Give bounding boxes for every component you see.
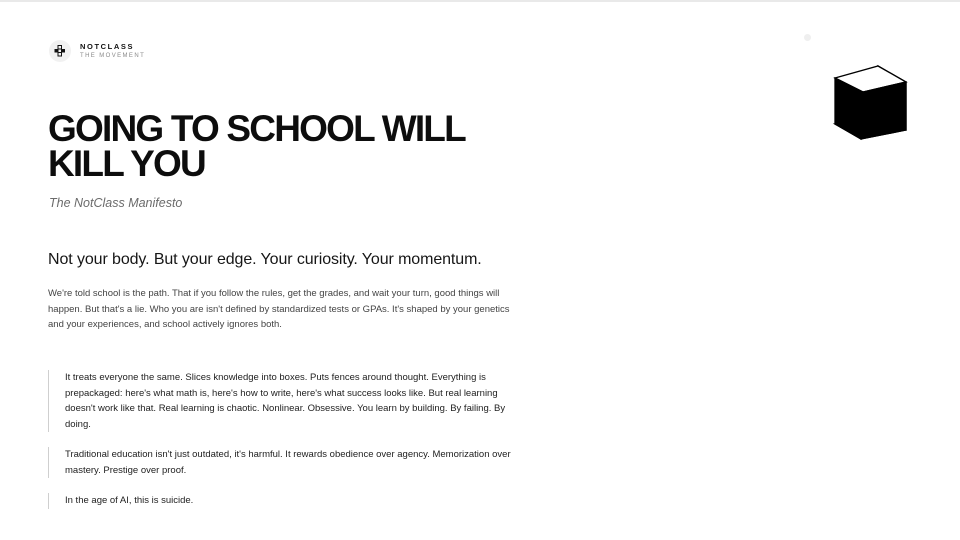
blockquote-item: Traditional education isn't just outdated, it's harmful. It rewards obedience over agency. Memorization over mastery. Prestige over proof. bbox=[48, 447, 523, 478]
top-divider bbox=[0, 0, 960, 2]
page-title-line1: GOING TO SCHOOL WILL bbox=[48, 108, 465, 149]
cross-squares-icon bbox=[49, 40, 71, 62]
blockquote-item: It treats everyone the same. Slices knowledge into boxes. Puts fences around thought. Everything is prepackaged: here's what math is, here's how to write, here's what success looks like. But real learning doesn't work like that. Real learning is chaotic. Nonlinear. Obsessive. You learn by building. By failing. By doing. bbox=[48, 370, 523, 432]
blockquote-item: In the age of AI, this is suicide. bbox=[48, 493, 523, 509]
blockquote-list bbox=[48, 370, 523, 509]
brand-tagline: THE MOVEMENT bbox=[80, 52, 146, 59]
brand-text bbox=[80, 42, 145, 61]
intro-paragraph: We're told school is the path. That if you follow the rules, get the grades, and wait your turn, good things will happen. But that's a lie. Who you are isn't defined by standardized tests or GPAs. It's shaped by your genetics and your experiences, and school actively ignores both. bbox=[48, 288, 510, 330]
lead-statement: Not your body. But your edge. Your curiosity. Your momentum. bbox=[48, 251, 482, 268]
page-title bbox=[48, 108, 568, 184]
decorative-dot bbox=[804, 34, 811, 41]
page-title-line2: KILL YOU bbox=[48, 143, 205, 184]
cube-icon bbox=[830, 62, 912, 149]
brand-link[interactable] bbox=[49, 40, 145, 62]
page-subtitle: The NotClass Manifesto bbox=[49, 196, 183, 210]
brand-name: NOTCLASS bbox=[80, 41, 135, 51]
